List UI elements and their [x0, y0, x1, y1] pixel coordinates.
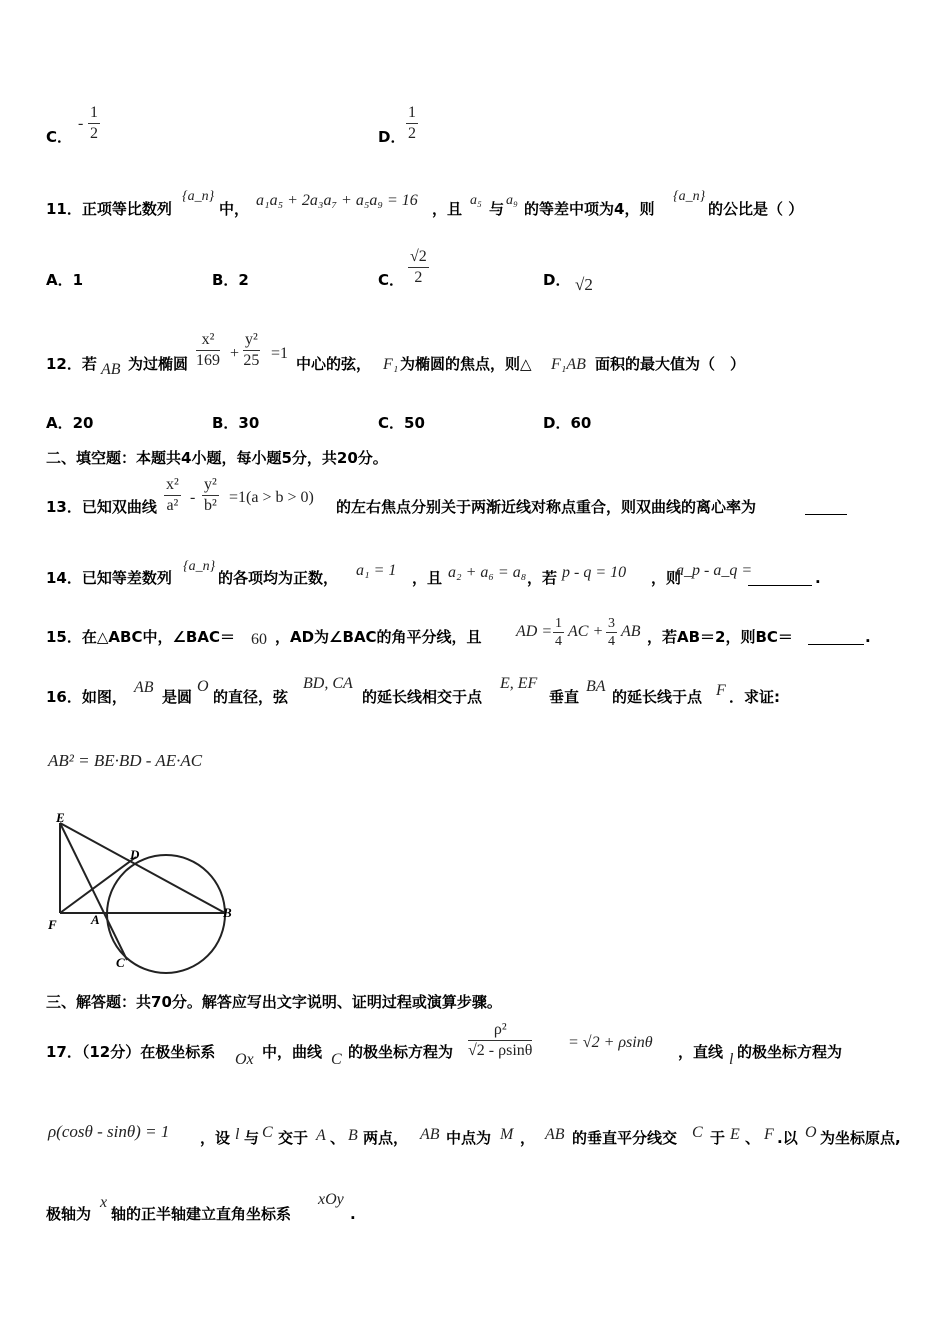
q12-option-c: C．50: [378, 414, 425, 432]
q17-l2-ab-2: AB: [545, 1126, 565, 1143]
q15-ab: AB: [621, 623, 641, 640]
q17-ox: Ox: [235, 1051, 254, 1068]
q12-ab: AB: [101, 361, 121, 378]
section-2-heading: 二、填空题：本题共4小题，每小题5分，共20分。: [46, 449, 388, 467]
q11-mid4: 的等差中项为4，则: [524, 200, 655, 218]
q16-ab: AB: [134, 679, 154, 696]
q16-mid2: 的直径，弦: [213, 688, 289, 706]
q11-option-c-label: C．: [378, 271, 405, 289]
q11-prefix: 11．正项等比数列: [46, 200, 172, 218]
fraction-numerator: y²: [243, 331, 260, 351]
q16-proof-statement: AB² = BE·BD - AE·AC: [48, 751, 203, 770]
fraction-numerator: 1: [553, 616, 564, 633]
q12-f1ab: F₁AB: [551, 356, 586, 373]
q11-option-b: B．2: [212, 271, 249, 289]
q14-answer-blank[interactable]: [748, 584, 812, 586]
q15-ad: AD =: [516, 623, 553, 640]
q16-mid1: 是圆: [162, 688, 193, 706]
figure-label-b: B: [223, 905, 232, 920]
q14-mid1: 的各项均为正数，: [218, 569, 339, 587]
q12-suffix: 面积的最大值为（ ）: [595, 355, 746, 373]
q17-prefix: 17．（12分）在极坐标系: [46, 1043, 216, 1061]
q10-option-d-fraction: [406, 104, 418, 142]
q17-l2-point-b: B: [348, 1127, 358, 1144]
q17-l2-m-text: .以: [777, 1129, 798, 1147]
fraction-denominator: 4: [555, 634, 562, 650]
q11-equation: a₁a₅ + 2a₃a₇ + a₅a₉ = 16: [256, 192, 418, 209]
q17-l3-b: 轴的正半轴建立直角坐标系: [111, 1205, 292, 1223]
q14-mid4: ，则: [651, 569, 682, 587]
q13-prefix: 13．已知双曲线: [46, 498, 157, 516]
q16-mid4: 垂直: [549, 688, 580, 706]
fraction-denominator: 2: [90, 124, 98, 142]
q16-o: O: [197, 678, 209, 695]
q11-option-d-value: √2: [575, 275, 593, 294]
fraction-numerator: ρ²: [468, 1021, 532, 1041]
q11-option-c-fraction: [408, 248, 429, 286]
q15-fraction-1: [553, 616, 564, 650]
q17-l2-h: ，: [520, 1129, 536, 1147]
q17-l3-x: x: [100, 1194, 108, 1211]
figure-label-f: F: [48, 917, 57, 932]
fraction-numerator: y²: [202, 476, 219, 496]
q12-y-fraction: [243, 331, 260, 369]
q11-sequence: {a_n}: [182, 189, 215, 204]
q12-mid1: 为过椭圆: [128, 355, 189, 373]
fraction-numerator: 1: [406, 104, 418, 124]
q12-plus: +: [230, 345, 240, 362]
q17-rho-fraction: [468, 1021, 532, 1059]
q15-fraction-2: [606, 616, 617, 650]
q17-l: l: [729, 1051, 734, 1068]
q17-l2-o: O: [805, 1124, 817, 1141]
fraction-numerator: x²: [196, 331, 220, 351]
q11-option-d-label: D．: [543, 271, 571, 289]
q15-answer-blank[interactable]: [808, 643, 864, 645]
q17-rhs: = √2 + ρsinθ: [568, 1034, 653, 1051]
q12-equals: =1: [271, 345, 289, 362]
section-3-heading: 三、解答题：共70分。解答应写出文字说明、证明过程或演算步骤。: [46, 993, 502, 1011]
q15-angle: 60: [251, 631, 267, 648]
q17-l2-i: 的垂直平分线交: [572, 1129, 678, 1147]
q17-l2-f: 两点，: [363, 1129, 409, 1147]
q14-sequence: {a_n}: [183, 559, 216, 574]
q12-option-d: D．60: [543, 414, 592, 432]
q13-y-fraction: [202, 476, 219, 514]
q11-sequence-2: {a_n}: [673, 189, 706, 204]
q16-prefix: 16．如图，: [46, 688, 127, 706]
q10-option-c-sign: -: [78, 115, 84, 132]
q17-l2-b: 与: [244, 1129, 260, 1147]
q17-c: C: [331, 1051, 342, 1068]
q11-mid1: 中，: [219, 200, 250, 218]
fraction-denominator: 169: [196, 351, 220, 369]
q11-a9: a₉: [506, 193, 518, 208]
fraction-denominator: 2: [414, 268, 423, 286]
q15-ac: AC +: [568, 623, 604, 640]
q17-l2-e: 、: [330, 1129, 346, 1147]
q13-suffix: 的左右焦点分别关于两渐近线对称点重合，则双曲线的离心率为: [336, 498, 757, 516]
q15-mid1: ，AD为∠BAC的角平分线，且: [275, 628, 482, 646]
q17-l3-a: 极轴为: [46, 1205, 92, 1223]
q17-mid1: 中，曲线: [262, 1043, 323, 1061]
q17-l2-g: 中点为: [446, 1129, 492, 1147]
q11-mid2: ，且: [432, 200, 463, 218]
q12-x-fraction: [196, 331, 220, 369]
fraction-denominator: a²: [166, 496, 179, 514]
q14-prefix: 14．已知等差数列: [46, 569, 172, 587]
q16-eef: E, EF: [500, 675, 538, 692]
q11-mid3: 与: [489, 200, 505, 218]
q12-mid2: 中心的弦，: [296, 355, 372, 373]
line-eb: [60, 823, 225, 913]
q14-end: .: [815, 569, 821, 587]
figure-label-e: E: [56, 810, 65, 825]
q17-mid2: 的极坐标方程为: [348, 1043, 454, 1061]
fraction-numerator: √2: [408, 248, 429, 268]
q12-prefix: 12．若: [46, 355, 97, 373]
q17-l2-n: 为坐标原点,: [820, 1129, 901, 1147]
q15-end: .: [865, 628, 871, 646]
q11-a5: a₅: [470, 193, 482, 208]
q11-option-a: A．1: [46, 271, 84, 289]
q16-ba: BA: [586, 678, 606, 695]
q16-suffix: ．求证:: [729, 688, 780, 706]
q17-l2-c: C: [262, 1124, 273, 1141]
q12-mid3: 为椭圆的焦点，则△: [400, 355, 532, 373]
fraction-numerator: 1: [88, 104, 100, 124]
q16-f: F: [716, 682, 726, 699]
q15-prefix: 15．在△ABC中，∠BAC＝: [46, 628, 235, 646]
q13-answer-blank[interactable]: [805, 513, 847, 515]
q10-option-d-label: D．: [378, 128, 406, 146]
q10-option-c-fraction: [88, 104, 100, 142]
q14-expression: a_p - a_q =: [676, 562, 753, 579]
q17-mid4: 的极坐标方程为: [737, 1043, 843, 1061]
line-fd: [60, 857, 136, 913]
q13-condition: =1(a > b > 0): [229, 489, 314, 506]
q17-l3-xoy: xOy: [318, 1191, 344, 1208]
q14-a1: a₁ = 1: [356, 562, 397, 579]
q16-mid3: 的延长线相交于点: [362, 688, 483, 706]
q14-mid2: ，且: [412, 569, 443, 587]
q11-suffix: 的公比是（ ）: [708, 200, 804, 218]
q13-minus: -: [190, 489, 196, 506]
q13-x-fraction: [164, 476, 181, 514]
line-ec: [60, 823, 127, 960]
q14-pq: p - q = 10: [562, 564, 627, 581]
q15-mid2: ，若AB＝2，则BC＝: [647, 628, 793, 646]
q17-l2-l: l: [235, 1126, 240, 1143]
q16-bdca: BD, CA: [303, 675, 353, 692]
fraction-denominator: √2 - ρsinθ: [468, 1041, 533, 1059]
fraction-numerator: x²: [164, 476, 181, 496]
q17-l2-e-point: E: [730, 1126, 740, 1143]
q17-mid3: ，直线: [678, 1043, 724, 1061]
q17-l2-point-a: A: [316, 1127, 326, 1144]
fraction-denominator: 2: [408, 124, 416, 142]
q12-option-b: B．30: [212, 414, 260, 432]
q17-l2-c-2: C: [692, 1124, 703, 1141]
figure-label-c: C: [116, 955, 125, 970]
figure-label-d: D: [130, 847, 140, 862]
fraction-denominator: 25: [243, 351, 260, 369]
q12-f1: F₁: [383, 356, 399, 373]
figure-label-a: A: [91, 912, 100, 927]
q16-geometry-figure: [40, 805, 250, 985]
q14-condition: a₂ + a₆ = a₈: [448, 564, 527, 581]
q17-l2-d: 交于: [278, 1129, 309, 1147]
q17-l2-a: ，设: [200, 1129, 231, 1147]
q12-option-a: A．20: [46, 414, 94, 432]
q16-mid5: 的延长线于点: [612, 688, 703, 706]
q10-option-c-label: C．: [46, 128, 73, 146]
q17-l2-f-point: F: [764, 1126, 774, 1143]
q17-l2-m: M: [500, 1126, 514, 1143]
q14-mid3: ，若: [527, 569, 558, 587]
q17-line-equation: ρ(cosθ - sinθ) = 1: [48, 1122, 170, 1141]
fraction-denominator: 4: [608, 634, 615, 650]
fraction-denominator: b²: [204, 496, 217, 514]
fraction-numerator: 3: [606, 616, 617, 633]
q17-l2-k: 、: [745, 1129, 761, 1147]
q17-l3-end: .: [350, 1205, 356, 1223]
q17-l2-j: 于: [710, 1129, 726, 1147]
q17-l2-ab: AB: [420, 1126, 440, 1143]
